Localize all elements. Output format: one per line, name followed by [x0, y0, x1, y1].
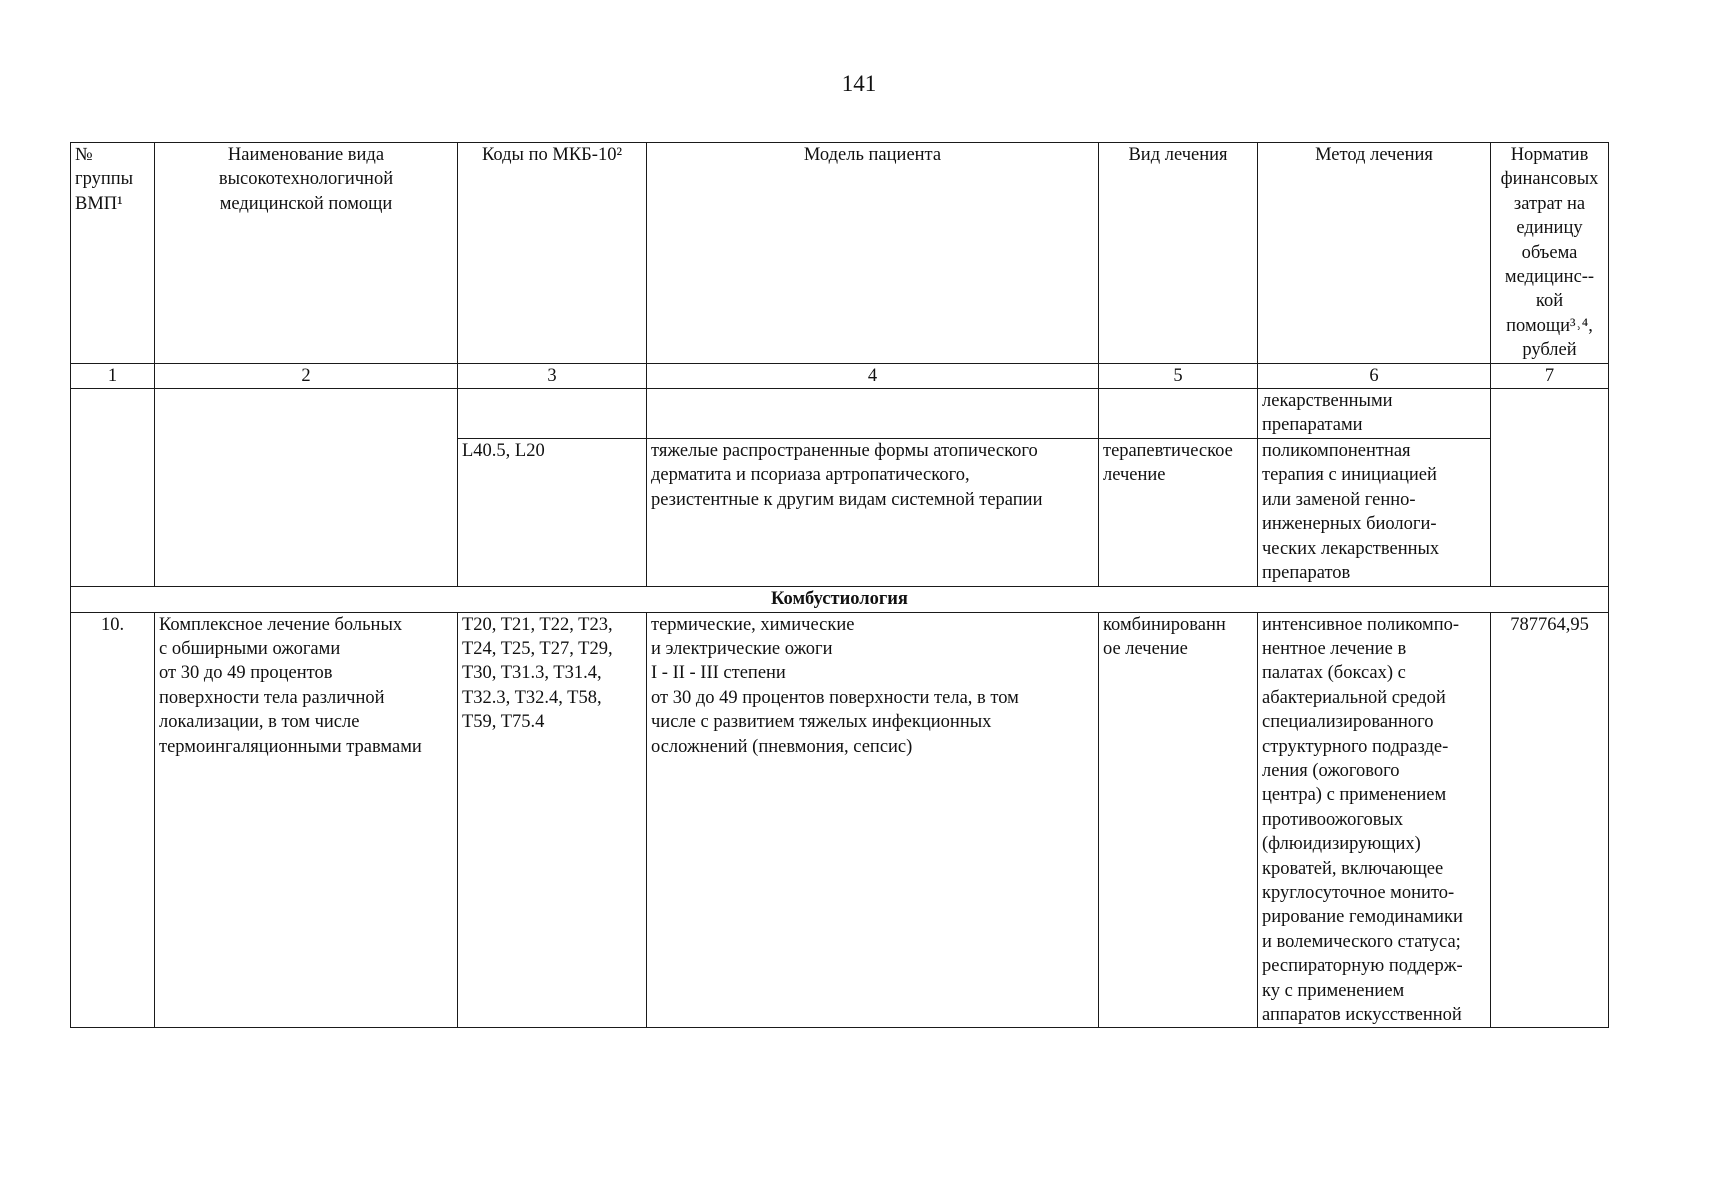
row-treatment-type: комбинированн ое лечение [1099, 612, 1258, 1028]
section-title: Комбустиология [71, 586, 1609, 612]
continuation-codes-empty [458, 389, 647, 439]
column-number: 6 [1258, 363, 1491, 388]
header-cost-norm: Норматив финансовых затрат на единицу объема медицинс-- кой помощи³˒⁴, рублей [1491, 143, 1609, 364]
column-number: 4 [647, 363, 1099, 388]
column-number: 3 [458, 363, 647, 388]
header-row [71, 143, 1609, 364]
column-number: 5 [1099, 363, 1258, 388]
continuation-type-empty [1099, 389, 1258, 439]
continuation-row-top [71, 389, 1609, 439]
header-icd-codes: Коды по МКБ-10² [458, 143, 647, 364]
vmp-table [70, 142, 1609, 1028]
continuation-group-number [71, 389, 155, 586]
continuation-icd-codes: L40.5, L20 [458, 439, 647, 586]
continuation-amount [1491, 389, 1609, 586]
column-number: 1 [71, 363, 155, 388]
page-number: 141 [841, 71, 877, 96]
table-row [71, 612, 1609, 1028]
row-group-number: 10. [71, 612, 155, 1028]
header-treatment-method: Метод лечения [1258, 143, 1491, 364]
continuation-model-empty [647, 389, 1099, 439]
header-care-name: Наименование вида высокотехнологичной медицинской помощи [155, 143, 458, 364]
column-number: 2 [155, 363, 458, 388]
column-number-row [71, 363, 1609, 388]
row-patient-model: термические, химические и электрические ожоги I - II - III степени от 30 до 49 процентов поверхности тела, в том числе с развитием тяжелых инфекционных осложнений (пневмония, сепсис) [647, 612, 1099, 1028]
row-icd-codes: T20, T21, T22, T23, T24, T25, T27, T29, T30, T31.3, T31.4, T32.3, T32.4, T58, T59, T75.4 [458, 612, 647, 1028]
continuation-care-name [155, 389, 458, 586]
row-care-name: Комплексное лечение больных с обширными ожогами от 30 до 49 процентов поверхности тела различной локализации, в том числе термоингаляционными травмами [155, 612, 458, 1028]
continuation-treatment-method: поликомпонентная терапия с инициацией или заменой генно- инженерных биологи- ческих лекарственных препаратов [1258, 439, 1491, 586]
continuation-patient-model: тяжелые распространенные формы атопического дерматита и псориаза артропатического, резистентные к другим видам системной терапии [647, 439, 1099, 586]
row-treatment-method: интенсивное поликомпо- нентное лечение в палатах (боксах) с абактериальной средой специализированного структурного подразде- ления (ожогового центра) с применением противоожоговых (флюидизирующих) кроватей, включающее круглосуточное монито- рирование гемодинамики и волемического статуса; респираторную поддерж- ку с применением аппаратов искусственной [1258, 612, 1491, 1028]
header-treatment-type: Вид лечения [1099, 143, 1258, 364]
header-patient-model: Модель пациента [647, 143, 1099, 364]
continuation-treatment-type: терапевтическое лечение [1099, 439, 1258, 586]
row-cost-norm: 787764,95 [1491, 612, 1609, 1028]
column-number: 7 [1491, 363, 1609, 388]
header-group-number: № группы ВМП¹ [71, 143, 155, 364]
section-row [71, 586, 1609, 612]
continuation-method-tail: лекарственными препаратами [1258, 389, 1491, 439]
